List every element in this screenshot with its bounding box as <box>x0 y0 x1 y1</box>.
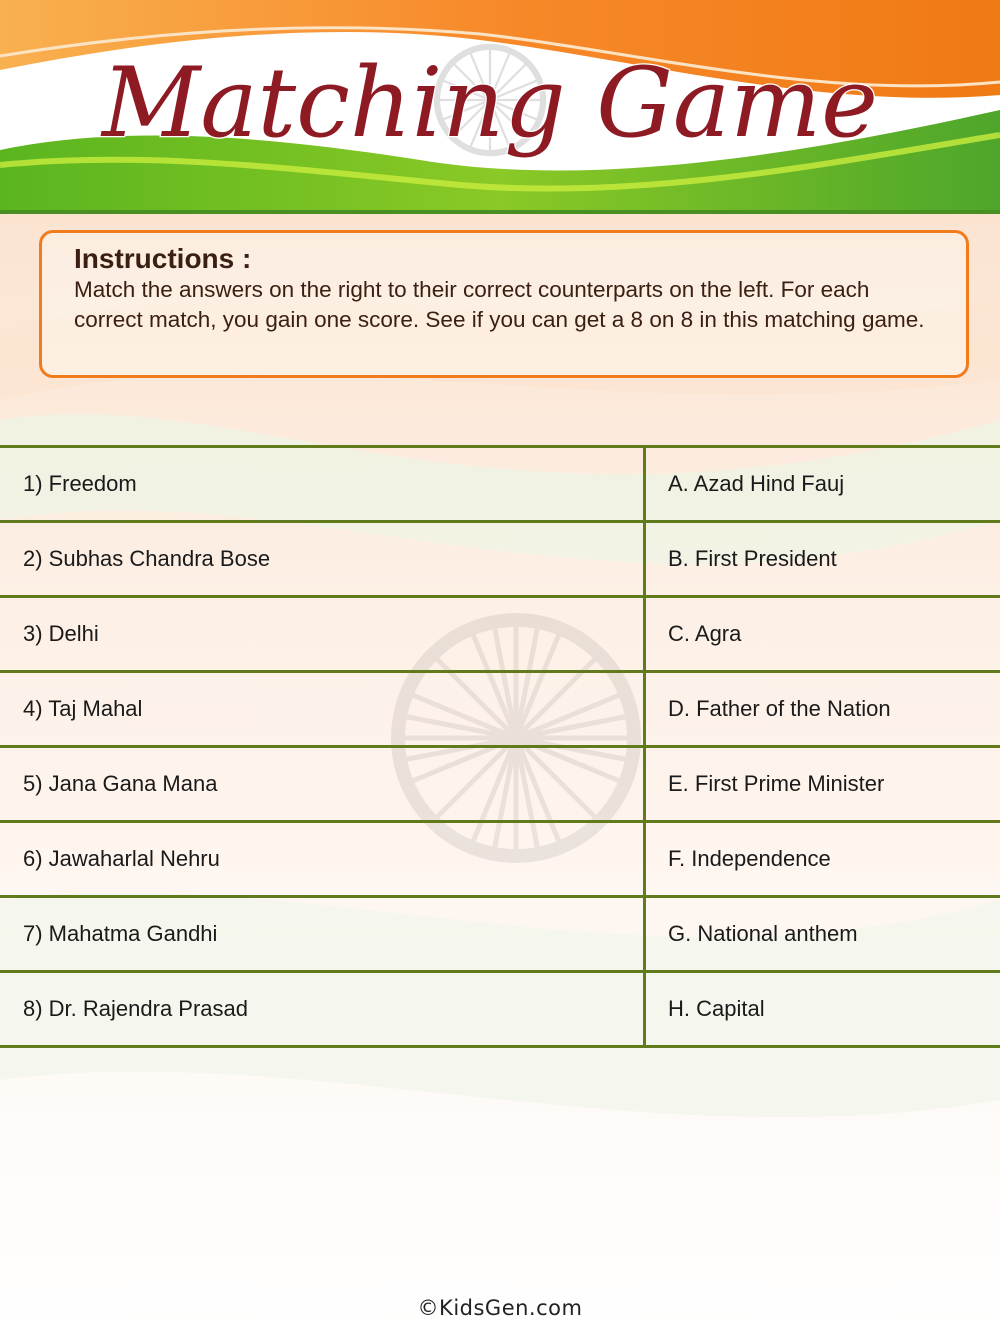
question-item: 5) Jana Gana Mana <box>0 748 646 820</box>
instructions-text: Match the answers on the right to their correct counterparts on the left. For each correct match, you gain one score. See if you can get a 8 on 8 in this matching game. <box>74 277 925 332</box>
table-row <box>0 523 1000 598</box>
instructions-heading: Instructions : <box>74 243 252 274</box>
table-row <box>0 823 1000 898</box>
question-item: 7) Mahatma Gandhi <box>0 898 646 970</box>
answer-item: D. Father of the Nation <box>668 696 891 721</box>
question-item: 4) Taj Mahal <box>0 673 646 745</box>
table-row <box>0 448 1000 523</box>
question-item: 2) Subhas Chandra Bose <box>0 523 646 595</box>
answer-item: H. Capital <box>668 996 765 1021</box>
question-item: 6) Jawaharlal Nehru <box>0 823 646 895</box>
instructions-box <box>39 230 969 378</box>
table-row <box>0 973 1000 1048</box>
svg-text:Matching Game: Matching Game <box>102 47 878 159</box>
question-item: 1) Freedom <box>0 448 646 520</box>
answer-item: A. Azad Hind Fauj <box>668 471 845 496</box>
question-item: 3) Delhi <box>0 598 646 670</box>
answer-item: B. First President <box>668 546 837 571</box>
table-row <box>0 673 1000 748</box>
answer-item: F. Independence <box>668 846 831 871</box>
matching-table <box>0 445 1000 1048</box>
table-row <box>0 598 1000 673</box>
table-row <box>0 748 1000 823</box>
answer-item: C. Agra <box>668 621 742 646</box>
answer-item: G. National anthem <box>668 921 858 946</box>
answer-item: E. First Prime Minister <box>668 771 885 796</box>
page-title <box>0 18 1000 193</box>
table-row <box>0 898 1000 973</box>
copyright-footer: ©KidsGen.com <box>417 1296 583 1320</box>
question-item: 8) Dr. Rajendra Prasad <box>0 973 646 1045</box>
